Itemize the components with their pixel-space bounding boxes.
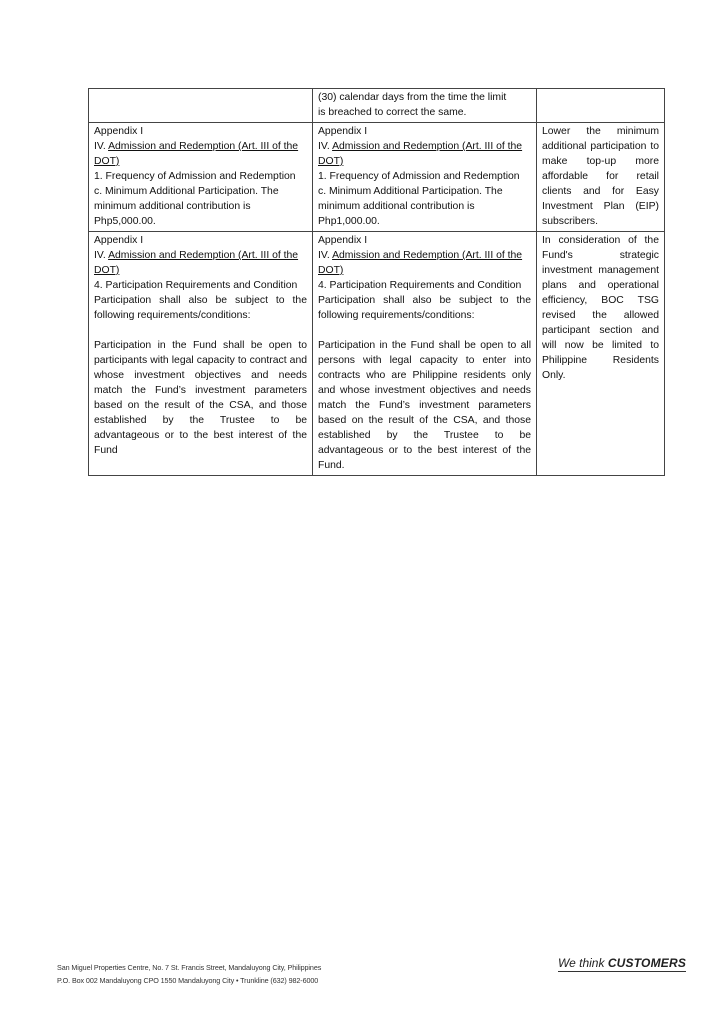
item-text: Participation in the Fund shall be open to all persons with legal capacity to enter into contracts who are Philippine residents only and whose investment objectives and needs match the Fund’s investment parameters based on the result of the CSA, and those established by the Trustee to be advantageous or to the best interest of the Fund.: [318, 340, 531, 471]
cell-text-line: (30) calendar days from the time the limit: [318, 92, 507, 103]
appendix-label: Appendix I: [318, 235, 368, 246]
table-cell: [313, 232, 537, 476]
item-text: 4. Participation Requirements and Condition: [318, 280, 522, 291]
item-text: 4. Participation Requirements and Condition: [94, 280, 298, 291]
table-cell: [89, 89, 313, 123]
appendix-label: Appendix I: [94, 126, 144, 137]
section-heading: [94, 139, 307, 169]
section-heading: [94, 248, 307, 278]
section-heading: [318, 139, 531, 169]
section-prefix: IV.: [94, 250, 109, 261]
item-text: 1. Frequency of Admission and Redemption: [318, 171, 520, 182]
table-cell: [537, 89, 665, 123]
address-line: P.O. Box 002 Mandaluyong CPO 1550 Mandaluyong City • Trunkline (632) 982-6000: [57, 976, 319, 985]
footer-address: [57, 961, 321, 987]
item-text: c. Minimum Additional Participation. The minimum additional contribution is Php1,000.00.: [318, 186, 503, 227]
slogan: [558, 956, 686, 972]
item-text: Participation in the Fund shall be open to participants with legal capacity to contract and whose investment objectives and needs match the Fund’s investment parameters based on the result of the CSA, and those established by the Trustee to be advantageous or to the best interest of the Fund: [94, 340, 307, 456]
section-reference: Admission and Redemption (Art. III of the DOT): [94, 250, 299, 276]
item-text: c. Minimum Additional Participation. The minimum additional contribution is Php5,000.00.: [94, 186, 279, 227]
table-row: [89, 123, 665, 232]
slogan-prefix: We think: [558, 956, 608, 970]
cell-text-line: is breached to correct the same.: [318, 107, 467, 118]
table-cell: [89, 123, 313, 232]
section-reference: Admission and Redemption (Art. III of the DOT): [318, 141, 523, 167]
table-cell: [313, 123, 537, 232]
rationale-cell: Lower the minimum additional participation to make top-up more affordable for retail clients and for Easy Investment Plan (EIP) subscribers.: [537, 123, 665, 232]
rationale-cell: In consideration of the Fund's strategic investment management plans and operational efficiency, BOC TSG revised the allowed participant section and will now be limited to Philippine Residents Only.: [537, 232, 665, 476]
item-text: 1. Frequency of Admission and Redemption: [94, 171, 296, 182]
section-prefix: IV.: [318, 141, 333, 152]
slogan-emphasis: CUSTOMERS: [607, 956, 687, 970]
table-row: [89, 232, 665, 476]
section-prefix: IV.: [318, 250, 333, 261]
section-reference: Admission and Redemption (Art. III of the DOT): [318, 250, 523, 276]
table-cell: [89, 232, 313, 476]
appendix-label: Appendix I: [94, 235, 144, 246]
item-text: Participation shall also be subject to the following requirements/conditions:: [94, 295, 307, 321]
appendix-label: Appendix I: [318, 126, 368, 137]
address-line: San Miguel Properties Centre, No. 7 St. Francis Street, Mandaluyong City, Philippines: [57, 963, 322, 972]
amendments-table: [88, 88, 665, 476]
table-cell: [313, 89, 537, 123]
item-text: Participation shall also be subject to the following requirements/conditions:: [318, 295, 531, 321]
section-heading: [318, 248, 531, 278]
section-reference: Admission and Redemption (Art. III of the DOT): [94, 141, 299, 167]
table-row: [89, 89, 665, 123]
section-prefix: IV.: [94, 141, 109, 152]
